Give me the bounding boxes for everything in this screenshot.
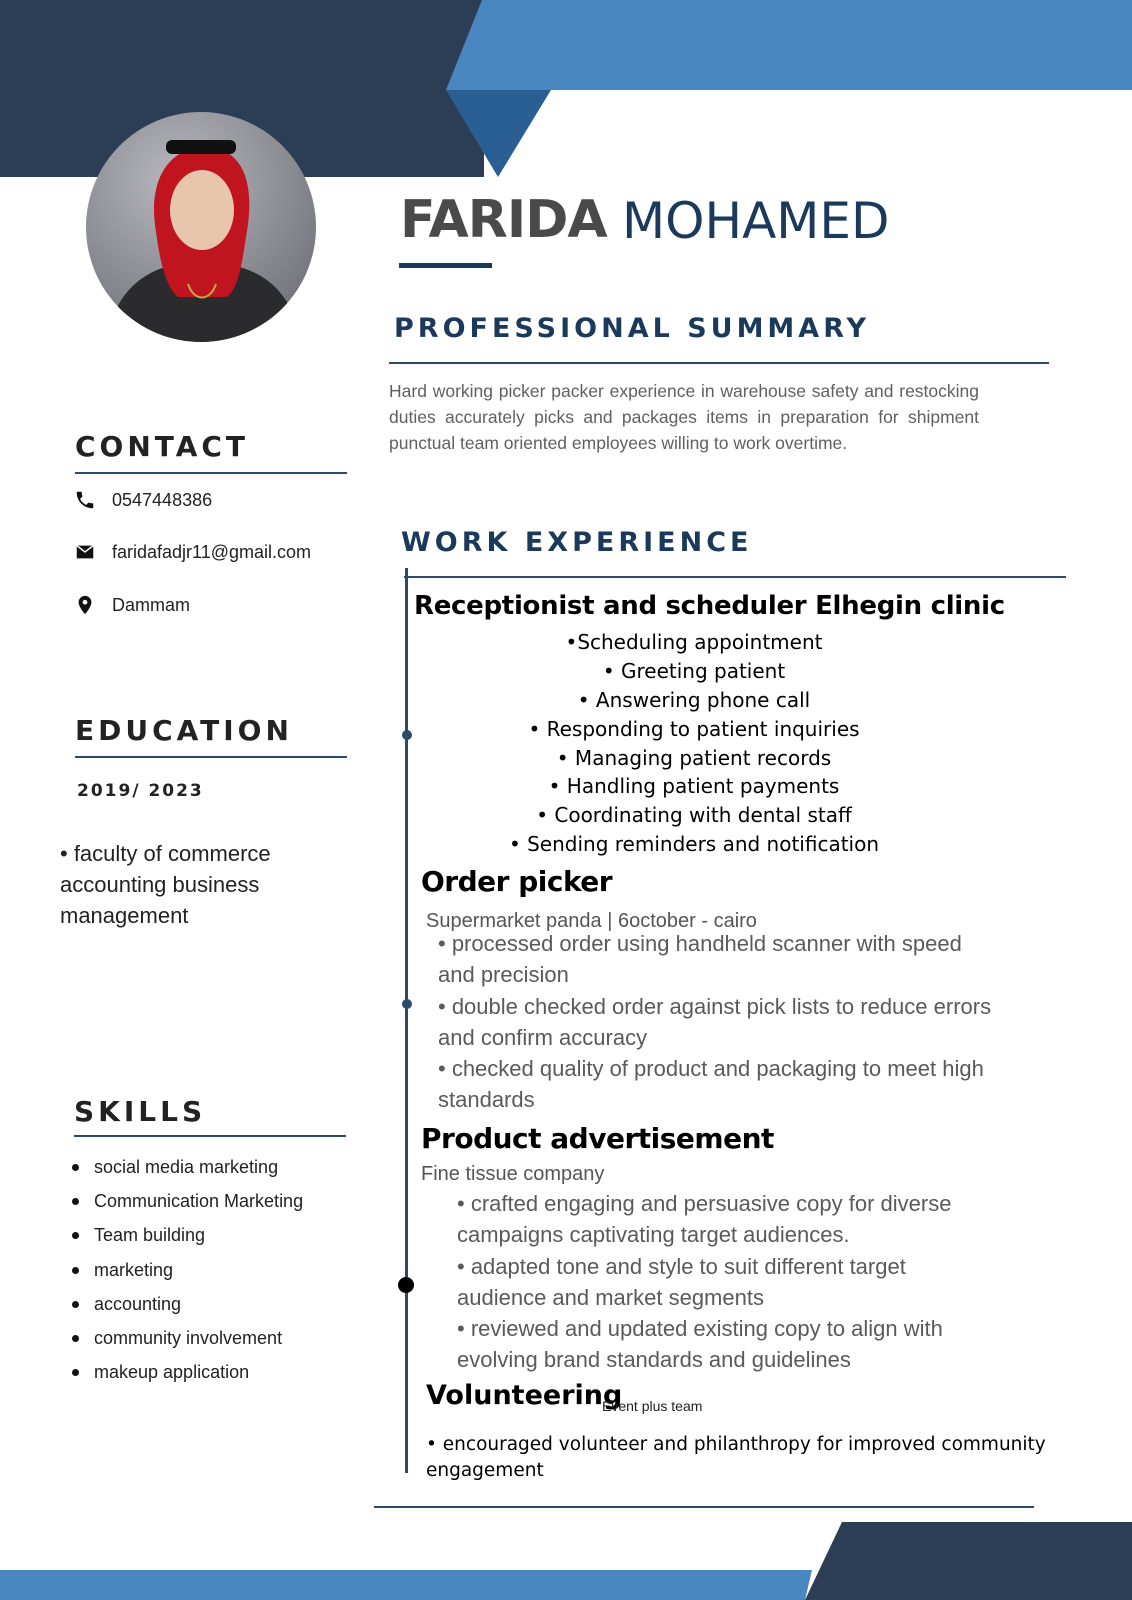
list-item: • adapted tone and style to suit different target audience and market segments [457, 1253, 906, 1310]
job-duties [438, 928, 998, 1116]
list-item: • Managing patient records [556, 745, 832, 770]
contact-rule [75, 472, 347, 474]
header-blue-band [446, 0, 1132, 90]
experience-heading: WORK EXPERIENCE [401, 527, 753, 558]
job-company: Fine tissue company [421, 1163, 605, 1185]
skills-heading: SKILLS [74, 1095, 207, 1128]
education-years: 2019/ 2023 [77, 781, 204, 801]
list-item: accounting [72, 1287, 303, 1321]
location-pin-icon [74, 594, 96, 616]
first-name: FARIDA [400, 190, 607, 250]
job-duties [457, 1188, 997, 1376]
list-item: Communication Marketing [72, 1184, 303, 1218]
volunteering-text: • encouraged volunteer and philanthropy for improved community engagement [426, 1434, 1046, 1481]
experience-rule [404, 576, 1066, 578]
list-item: •Scheduling appointment [565, 630, 823, 654]
contact-location [74, 590, 190, 620]
footer-dark-band [805, 1522, 1132, 1600]
summary-rule [389, 362, 1049, 364]
skills-list [72, 1150, 303, 1390]
list-item: social media marketing [72, 1150, 303, 1184]
footer-blue-band [0, 1570, 812, 1600]
name-underline [399, 263, 492, 268]
job-duties [414, 630, 974, 861]
phone-number[interactable]: 0547448386 [112, 489, 213, 510]
phone-icon [74, 489, 96, 511]
email-address[interactable]: faridafadjr11@gmail.com [112, 541, 312, 562]
contact-email [74, 537, 311, 567]
contact-heading: CONTACT [75, 430, 250, 463]
list-item: • checked quality of product and packaging to meet high standards [438, 1056, 984, 1113]
contact-phone [74, 485, 212, 515]
list-item: marketing [72, 1253, 303, 1287]
list-item: • Handling patient payments [548, 774, 840, 799]
timeline-dot [398, 1277, 414, 1293]
list-item: • crafted engaging and persuasive copy for diverse campaigns captivating target audiences. [457, 1191, 952, 1248]
list-item: • reviewed and updated existing copy to align with evolving brand standards and guidelines [457, 1316, 943, 1373]
list-item: Team building [72, 1219, 303, 1253]
job-title: Product advertisement [421, 1122, 774, 1155]
list-item: • processed order using handheld scanner with speed and precision [438, 931, 962, 988]
education-heading: EDUCATION [75, 714, 293, 747]
location-text: Dammam [112, 594, 191, 615]
list-item: community involvement [72, 1321, 303, 1355]
list-item: • Coordinating with dental staff [536, 803, 852, 828]
volunteering-org: Event plus team [602, 1398, 703, 1414]
education-rule [75, 756, 347, 758]
list-item: • Answering phone call [577, 687, 811, 712]
list-item: makeup application [72, 1356, 303, 1390]
experience-timeline [396, 568, 416, 1473]
list-item: • double checked order against pick lists to reduce errors and confirm accuracy [438, 993, 992, 1050]
envelope-icon [74, 541, 96, 563]
last-name: MOHAMED [622, 192, 890, 250]
footer-rule [374, 1506, 1034, 1508]
volunteering-title: Volunteering [426, 1380, 623, 1411]
job-title: Receptionist and scheduler Elhegin clinic [414, 591, 1005, 621]
job-title: Order picker [421, 865, 613, 898]
timeline-dot [402, 730, 412, 740]
education-description: • faculty of commerce accounting business management [60, 841, 271, 928]
job-company: Supermarket panda | 6october - cairo [426, 910, 757, 932]
list-item: • Responding to patient inquiries [528, 716, 860, 741]
summary-text: Hard working picker packer experience in warehouse safety and restocking duties accurately picks and packages items in preparation for shipment punctual team oriented employees willing to work overtime. [389, 381, 979, 453]
timeline-dot [402, 999, 412, 1009]
list-item: • Greeting patient [602, 658, 786, 683]
list-item: • Sending reminders and notification [508, 832, 880, 857]
profile-photo [86, 112, 316, 342]
summary-heading: PROFESSIONAL SUMMARY [394, 313, 871, 344]
skills-rule [74, 1135, 346, 1137]
